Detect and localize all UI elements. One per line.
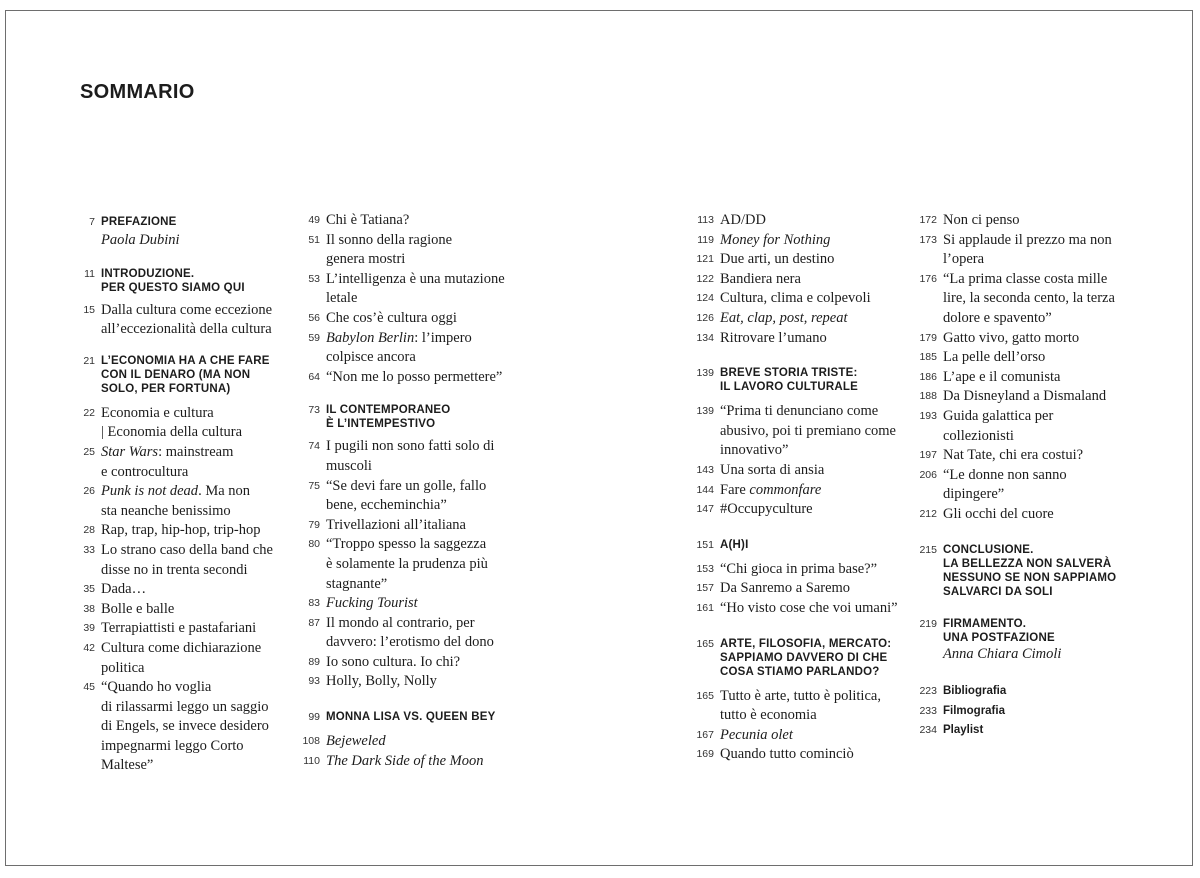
entry-line: Quando tutto cominciò [720, 746, 854, 763]
page-number: 122 [696, 272, 714, 285]
page-number: 38 [83, 602, 95, 615]
page-number: 108 [302, 735, 320, 748]
page-number: 110 [303, 754, 320, 767]
toc-section [71, 267, 289, 295]
entry-italic-title: Star Wars [101, 443, 159, 460]
toc-entry [686, 481, 906, 501]
toc-entry [296, 309, 510, 329]
toc-entry [296, 752, 510, 772]
toc-section [686, 366, 906, 394]
entry-italic-title: Bejeweled [326, 733, 386, 750]
entry-line: Da Disneyland a Dismaland [943, 388, 1107, 405]
toc-entry [909, 211, 1129, 231]
section-author: Paola Dubini [101, 232, 180, 248]
page-number: 83 [308, 597, 320, 610]
toc-entry [71, 678, 289, 776]
page-number: 51 [308, 233, 320, 246]
toc-section [296, 710, 510, 724]
entry-line: Chi è Tatiana? [326, 212, 410, 228]
entry-italic-title: Eat, clap, post, repeat [720, 309, 848, 326]
section-title-line: CONCLUSIONE. [943, 543, 1034, 556]
toc-entry [296, 535, 510, 594]
entry-line: dolore e spavento” [943, 309, 1052, 326]
section-title-line: BREVE STORIA TRISTE: [720, 367, 858, 380]
entry-line: Io sono cultura. Io chi? [326, 653, 461, 670]
section-title-line: IL CONTEMPORANEO [326, 404, 451, 417]
entry-line: Il sonno della ragione [326, 231, 453, 248]
toc-section [686, 538, 906, 552]
page-number: 173 [919, 233, 937, 246]
page-number: 153 [696, 562, 714, 575]
toc-entry [909, 231, 1129, 270]
page-number: 139 [696, 367, 714, 380]
page-number: 188 [919, 390, 937, 403]
toc-column-2 [296, 203, 510, 771]
page-number: 193 [919, 409, 937, 422]
entry-line: l’opera [943, 251, 985, 268]
toc-entry [296, 231, 510, 270]
entry-line: “Se devi fare un golle, fallo [326, 477, 487, 494]
page-number: 147 [696, 503, 714, 516]
toc-column-4 [909, 203, 1129, 741]
toc-entry [909, 270, 1129, 329]
entry-line: all’eccezionalità della cultura [101, 321, 272, 338]
page-number: 121 [696, 253, 714, 266]
toc-entry [71, 404, 289, 443]
entry-italic-title: Money for Nothing [720, 231, 831, 248]
toc-entry [909, 387, 1129, 407]
entry-line: “Ho visto cose che voi umani” [720, 599, 898, 616]
entry-line: davvero: l’erotismo del dono [326, 634, 494, 651]
toc-entry [909, 446, 1129, 466]
toc-entry [296, 672, 510, 692]
toc-entry [71, 301, 289, 340]
toc-entry [909, 407, 1129, 446]
entry-line: “Quando ho voglia [101, 679, 212, 696]
section-title-line: SAPPIAMO DAVVERO DI CHE [720, 651, 888, 664]
entry-line: Holly, Bolly, Nolly [326, 673, 437, 690]
entry-line: Si applaude il prezzo ma non [943, 231, 1112, 248]
toc-entry [686, 560, 906, 580]
entry-line: sta neanche benissimo [101, 502, 231, 519]
section-title-line: È L’INTEMPESTIVO [326, 418, 436, 431]
page-number: 59 [308, 331, 320, 344]
section-title-line: LA BELLEZZA NON SALVERÀ [943, 557, 1112, 570]
toc-section [686, 637, 906, 679]
page-number: 45 [83, 681, 95, 694]
entry-line: “Le donne non sanno [943, 466, 1067, 483]
entry-italic-title: Punk is not dead [101, 483, 199, 500]
page-number: 215 [919, 543, 937, 556]
entry-line: stagnante” [326, 575, 388, 592]
toc-entry [686, 289, 906, 309]
toc-entry [71, 443, 289, 482]
page-number: 7 [89, 216, 95, 228]
page-title: SOMMARIO [80, 81, 195, 103]
entry-line: innovativo” [720, 442, 789, 459]
section-title-line: INTRODUZIONE. [101, 267, 195, 280]
entry-line: colpisce ancora [326, 349, 416, 366]
toc-section [909, 543, 1129, 599]
toc-entry [686, 599, 906, 619]
entry-line: Bandiera nera [720, 270, 801, 287]
page-number: 172 [919, 214, 937, 226]
entry-line: Da Sanremo a Saremo [720, 580, 851, 597]
page-number: 49 [308, 214, 320, 226]
entry-line: Cultura come dichiarazione [101, 639, 262, 656]
entry-line: Economia e cultura [101, 404, 214, 421]
page-number: 179 [919, 331, 937, 344]
page-number: 28 [83, 524, 95, 537]
entry-line: di rilassarmi leggo un saggio [101, 698, 269, 715]
entry-line: muscoli [326, 457, 372, 474]
entry-line: Una sorta di ansia [720, 461, 825, 478]
entry-text: : mainstream [158, 443, 234, 460]
toc-column-1 [71, 203, 289, 776]
toc-entry [909, 466, 1129, 505]
page-number: 197 [919, 449, 937, 462]
section-author: Anna Chiara Cimoli [943, 645, 1062, 662]
entry-line: “Troppo spesso la saggezza [326, 536, 487, 553]
page-number: 233 [919, 704, 937, 717]
entry-line: Due arti, un destino [720, 251, 835, 268]
entry-line: “La prima classe costa mille [943, 270, 1108, 287]
page-number: 113 [697, 214, 714, 226]
page-number: 185 [919, 351, 937, 364]
toc-entry [71, 619, 289, 639]
page-number: 87 [308, 616, 320, 629]
entry-line: dipingere” [943, 486, 1005, 503]
entry-line: Tutto è arte, tutto è politica, [720, 687, 881, 704]
entry-line: lire, la seconda cento, la terza [943, 290, 1115, 307]
entry-line: politica [101, 659, 145, 676]
toc-entry [296, 477, 510, 516]
entry-line: Gli occhi del cuore [943, 505, 1054, 522]
page-number: 80 [308, 538, 320, 551]
entry-line: Bolle e balle [101, 600, 175, 617]
entry-line: abusivo, poi ti premiano come [720, 422, 896, 439]
page-number: 151 [696, 538, 714, 551]
page-number: 64 [308, 370, 320, 383]
page-number: 176 [919, 272, 937, 285]
entry-line: “Prima ti denunciano come [720, 403, 879, 420]
entry-line: Trivellazioni all’italiana [326, 516, 466, 533]
toc-entry [686, 250, 906, 270]
section-title-line: SOLO, PER FORTUNA) [101, 382, 231, 395]
toc-entry [686, 270, 906, 290]
page-number: 119 [697, 233, 714, 246]
toc-entry [686, 579, 906, 599]
toc-entry [71, 521, 289, 541]
appendix-title: Filmografia [943, 704, 1005, 717]
page-number: 186 [919, 370, 937, 383]
entry-line: Dada… [101, 581, 147, 598]
toc-entry [909, 702, 1129, 722]
toc-entry [71, 600, 289, 620]
toc-entry [909, 682, 1129, 702]
toc-entry [296, 437, 510, 476]
entry-line: Lo strano caso della band che [101, 541, 273, 558]
entry-line: Il mondo al contrario, per [326, 614, 475, 631]
page-number: 21 [83, 354, 95, 367]
toc-entry [686, 329, 906, 349]
page-number: 169 [696, 748, 714, 761]
page-number: 144 [696, 483, 714, 496]
page-number: 219 [919, 617, 937, 630]
page-number: 74 [308, 440, 320, 453]
section-title-line: ARTE, FILOSOFIA, MERCATO: [720, 637, 892, 650]
toc-entry [686, 500, 906, 520]
toc-entry [296, 614, 510, 653]
page-number: 126 [696, 311, 714, 324]
section-title-line: NESSUNO SE NON SAPPIAMO [943, 571, 1117, 584]
entry-line: genera mostri [326, 251, 406, 268]
entry-line: Nat Tate, chi era costui? [943, 447, 1084, 464]
page-number: 15 [83, 303, 95, 316]
toc-entry [296, 732, 510, 752]
entry-line: AD/DD [720, 212, 766, 228]
page-number: 53 [308, 272, 320, 285]
entry-line: Dalla cultura come eccezione [101, 301, 273, 318]
entry-line: Cultura, clima e colpevoli [720, 290, 871, 307]
entry-line: Maltese” [101, 757, 154, 774]
page-number: 212 [919, 507, 937, 520]
entry-line: La pelle dell’orso [943, 349, 1046, 366]
entry-line: impegnarmi leggo Corto [101, 737, 244, 754]
page-number: 11 [84, 267, 95, 280]
toc-entry [71, 541, 289, 580]
toc-section [909, 617, 1129, 665]
toc-entry [909, 348, 1129, 368]
section-title-line: FIRMAMENTO. [943, 617, 1027, 630]
entry-line: Ritrovare l’umano [720, 329, 827, 346]
section-title-line: SALVARCI DA SOLI [943, 585, 1053, 598]
page-number: 139 [696, 405, 714, 418]
toc-column-3 [686, 203, 906, 765]
appendix-title: Bibliografia [943, 685, 1007, 698]
page-number: 124 [696, 292, 714, 305]
entry-text: . Ma non [198, 483, 251, 500]
toc-entry [296, 516, 510, 536]
section-title-line: UNA POSTFAZIONE [943, 631, 1055, 644]
page-number: 39 [83, 622, 95, 635]
page-number: 25 [83, 445, 95, 458]
toc-entry [686, 211, 906, 231]
page-number: 73 [308, 404, 320, 417]
page-number: 56 [308, 311, 320, 324]
page-number: 161 [696, 601, 714, 614]
toc-entry [71, 580, 289, 600]
toc-section [296, 403, 510, 431]
page-number: 143 [696, 463, 714, 476]
page-number: 157 [696, 582, 714, 595]
entry-line: bene, eccheminchia” [326, 497, 447, 514]
toc-section [71, 354, 289, 396]
entry-italic-title: Pecunia olet [720, 726, 793, 743]
entry-line: | Economia della cultura [101, 424, 242, 441]
page-number: 33 [83, 543, 95, 556]
entry-line: “Non me lo posso permettere” [326, 368, 503, 385]
entry-line: Guida galattica per [943, 407, 1054, 424]
page-number: 93 [308, 675, 320, 688]
page-number: 134 [696, 331, 714, 344]
table-of-contents-page [5, 10, 1193, 866]
toc-entry [71, 482, 289, 521]
toc-entry [909, 505, 1129, 525]
page-number: 75 [308, 479, 320, 492]
page-number: 89 [308, 655, 320, 668]
toc-entry [296, 653, 510, 673]
section-title-line: COSA STIAMO PARLANDO? [720, 665, 880, 678]
toc-entry [296, 368, 510, 388]
toc-entry [686, 726, 906, 746]
entry-line: Che cos’è cultura oggi [326, 309, 457, 326]
entry-line: e controcultura [101, 463, 189, 480]
entry-line: L’intelligenza è una mutazione [326, 270, 505, 287]
section-title: PREFAZIONE [101, 216, 177, 228]
entry-italic-title: commonfare [749, 481, 822, 498]
entry-text: Fare [720, 481, 750, 498]
page-number: 206 [919, 468, 937, 481]
entry-italic-title: The Dark Side of the Moon [326, 752, 484, 769]
toc-entry [686, 402, 906, 461]
entry-line: I pugili non sono fatti solo di [326, 438, 495, 455]
entry-italic-title: Babylon Berlin [326, 329, 415, 346]
toc-entry [296, 270, 510, 309]
toc-section [71, 215, 289, 251]
page-number: 26 [83, 485, 95, 498]
page-number: 22 [83, 406, 95, 419]
section-title-line: CON IL DENARO (MA NON [101, 368, 251, 381]
toc-entry [909, 368, 1129, 388]
entry-line: tutto è economia [720, 707, 817, 724]
toc-entry [296, 211, 510, 231]
page-number: 35 [83, 583, 95, 596]
toc-entry [686, 461, 906, 481]
page-number: 165 [696, 689, 714, 702]
entry-line: L’ape e il comunista [943, 368, 1061, 385]
appendix-title: Playlist [943, 724, 984, 737]
toc-entry [296, 594, 510, 614]
toc-entry [909, 721, 1129, 741]
toc-entry [71, 639, 289, 678]
page-number: 42 [83, 641, 95, 654]
entry-line: è solamente la prudenza più [326, 555, 488, 572]
page-number: 165 [696, 637, 714, 650]
entry-line: Non ci penso [943, 212, 1020, 228]
toc-entry [686, 231, 906, 251]
section-title-line: MONNA LISA VS. QUEEN BEY [326, 711, 496, 724]
section-title-line: A(H)I [720, 538, 749, 551]
toc-entry [909, 329, 1129, 349]
toc-entry [686, 687, 906, 726]
toc-entry [686, 309, 906, 329]
entry-line: letale [326, 290, 358, 307]
toc-entry [686, 745, 906, 765]
page-number: 167 [696, 728, 714, 741]
section-title-line: PER QUESTO SIAMO QUI [101, 281, 245, 294]
entry-line: di Engels, se invece desidero [101, 718, 269, 735]
toc-entry [296, 329, 510, 368]
page-number: 99 [308, 711, 320, 724]
entry-line: Gatto vivo, gatto morto [943, 329, 1080, 346]
section-title-line: L’ECONOMIA HA A CHE FARE [101, 354, 270, 367]
entry-line: Rap, trap, hip-hop, trip-hop [101, 522, 261, 539]
entry-line: disse no in trenta secondi [101, 561, 248, 578]
entry-line: collezionisti [943, 427, 1014, 444]
entry-text: : l’impero [414, 329, 472, 346]
entry-italic-title: Fucking Tourist [326, 595, 418, 612]
page-number: 79 [308, 518, 320, 531]
section-title-line: IL LAVORO CULTURALE [720, 381, 858, 394]
page-number: 234 [919, 724, 937, 737]
entry-line: “Chi gioca in prima base?” [720, 560, 878, 577]
entry-line: #Occupyculture [720, 501, 813, 518]
page-number: 223 [919, 685, 937, 698]
entry-line: Terrapiattisti e pastafariani [101, 620, 257, 637]
